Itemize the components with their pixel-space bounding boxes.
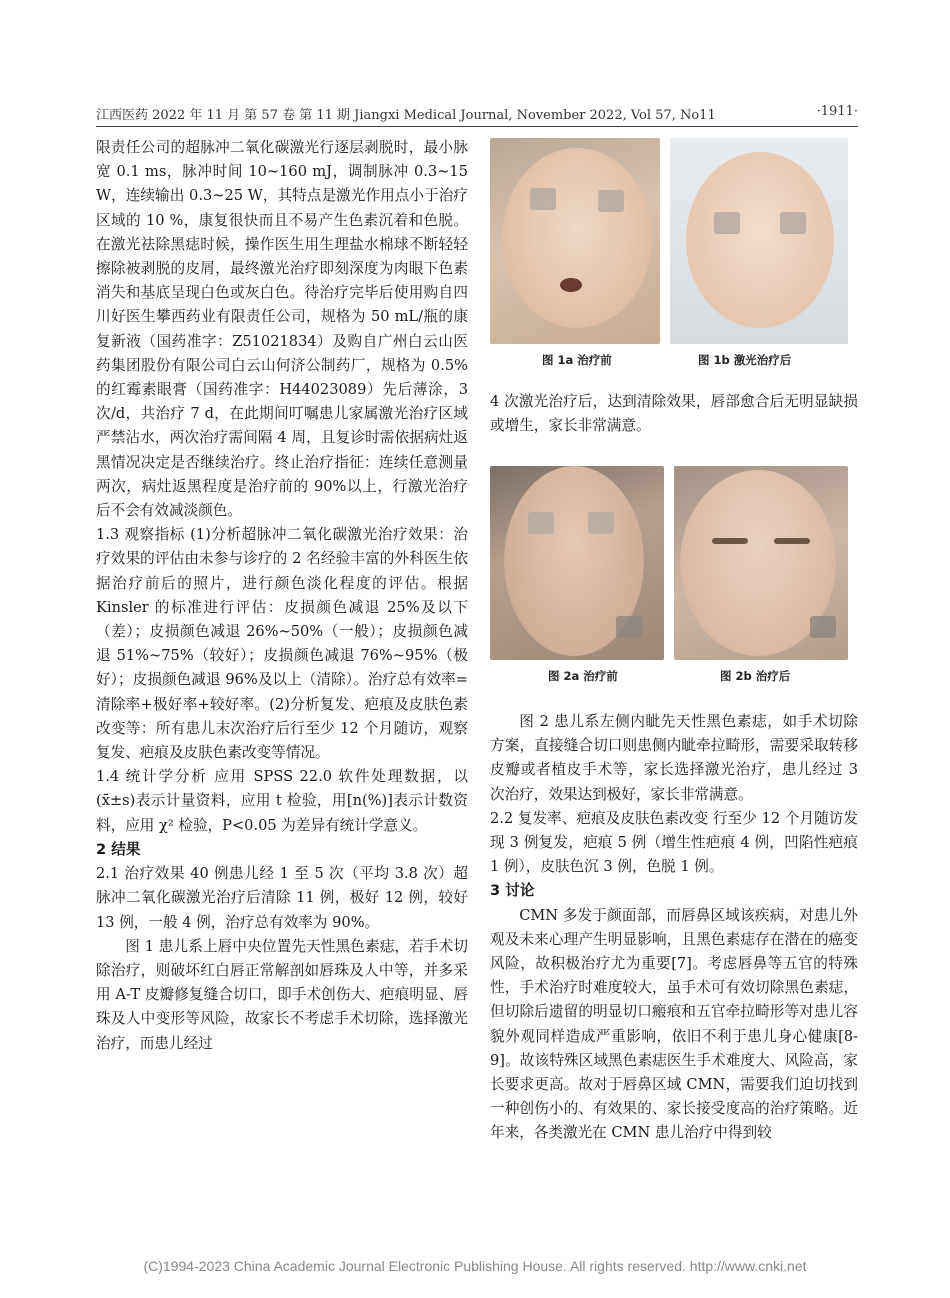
- closed-eye: [712, 538, 748, 544]
- eye-mosaic: [714, 212, 740, 234]
- paragraph-case-1-continued: 4 次激光治疗后，达到清除效果，唇部愈合后无明显缺损或增生，家长非常满意。: [490, 393, 858, 435]
- eye-mosaic: [598, 190, 624, 212]
- figure-1b-caption: 图 1b 激光治疗后: [698, 353, 792, 367]
- paragraph-discussion: CMN 多发于颜面部，而唇鼻区域该疾病，对患儿外观及未来心理产生明显影响，且黑色素痣存在潜在的癌变风险，故积极治疗尤为重要[7]。考虑唇鼻等五官的特殊性，手术治疗时难度较大，虽手术可有效切除黑色素痣，但切除后遗留的明显切口瘢痕和五官牵拉畸形等对患儿容貌外观同样造成严重影响，依旧不利于患儿身心健康[8-9]。故该特殊区域黑色素痣医生手术难度大、风险高，家长要求更高。故对于唇鼻区域 CMN，需要我们迫切找到一种创伤小的、有效果的、家长接受度高的治疗策略。近年来，各类激光在 CMN 患儿治疗中得到较: [490, 906, 858, 1142]
- figure-1a-photo: [490, 138, 660, 344]
- infant-face: [502, 148, 652, 328]
- paragraph-treatment-effect: 2.1 治疗效果 40 例患儿经 1 至 5 次（平均 3.8 次）超脉冲二氧化碳激光治疗后清除 11 例，极好 12 例，较好 13 例，一般 4 例，治疗总有效率为 90%。: [96, 865, 468, 931]
- right-column: [490, 710, 858, 1146]
- eye-mosaic: [780, 212, 806, 234]
- infant-face: [686, 152, 834, 328]
- right-continuation: [490, 390, 858, 438]
- paragraph-case-2: 图 2 患儿系左侧内眦先天性黑色素痣，如手术切除方案，直接缝合切口则患侧内眦牵拉畸形，需要采取转移皮瓣或者植皮手术等，家长选择激光治疗，患儿经过 3 次治疗，效果达到极好，家长非常满意。: [490, 713, 858, 803]
- lip-lesion: [560, 278, 582, 292]
- paragraph-statistics: 1.4 统计学分析 应用 SPSS 22.0 软件处理数据，以(x̄±s)表示计量资料，应用 t 检验，用[n(%)]表示计数资料，应用 χ² 检验，P<0.05 为差异有统计学意义。: [96, 768, 468, 834]
- paragraph-case-1: 图 1 患儿系上唇中央位置先天性黑色素痣，若手术切除治疗，则破坏红白唇正常解剖如唇珠及人中等，并多采用 A-T 皮瓣修复缝合切口，即手术创伤大、疤痕明显、唇珠及人中变形等风险，故家长不考虑手术切除，选择激光治疗，而患儿经过: [96, 937, 468, 1052]
- copyright-footer: (C)1994-2023 China Academic Journal Electronic Publishing House. All rights reserved. http://www.cnki.net: [143, 1258, 807, 1274]
- header-rule: [96, 126, 858, 127]
- paragraph-observation-index: 1.3 观察指标 (1)分析超脉冲二氧化碳激光治疗效果：治疗效果的评估由未参与诊疗的 2 名经验丰富的外科医生依据治疗前后的照片，进行颜色淡化程度的评估。根据 Kinsler 的标准进行评估：皮损颜色减退 25%及以下（差）；皮损颜色减退 26%~50%（一般）；皮损颜色减退 51%~75%（较好）；皮损颜色减退 76%~95%（极好）；皮损颜色减退 96%及以上（清除）。治疗总有效率=清除率+极好率+较好率。(2)分析复发、疤痕及皮肤色素改变等：所有患儿末次治疗后行至少 12 个月随访，观察复发、疤痕及皮肤色素改变等情况。: [96, 526, 468, 762]
- figure-2b-caption: 图 2b 治疗后: [720, 669, 791, 683]
- corner-mosaic: [616, 616, 642, 638]
- eye-mosaic: [588, 512, 614, 534]
- closed-eye: [774, 538, 810, 544]
- left-column: [96, 136, 468, 1056]
- paragraph-recurrence: 2.2 复发率、疤痕及皮肤色素改变 行至少 12 个月随访发现 3 例复发，疤痕 5 例（增生性疤痕 4 例，凹陷性疤痕 1 例），皮肤色沉 3 例，色脱 1 例。: [490, 809, 858, 876]
- figure-2: [490, 466, 858, 686]
- figure-1a-caption: 图 1a 治疗前: [542, 353, 612, 367]
- figure-1b-photo: [670, 138, 848, 344]
- running-header: [96, 104, 858, 124]
- section-heading-results: 2 结果: [96, 840, 141, 858]
- figure-2b-photo: [674, 466, 848, 660]
- figure-2a-photo: [490, 466, 664, 660]
- corner-mosaic: [810, 616, 836, 638]
- figure-1: [490, 138, 858, 370]
- eye-mosaic: [530, 188, 556, 210]
- eye-mosaic: [528, 512, 554, 534]
- figure-2a-caption: 图 2a 治疗前: [548, 669, 618, 683]
- journal-citation: 江西医药 2022 年 11 月 第 57 卷 第 11 期 Jiangxi Medical Journal, November 2022, Vol 57, No11: [96, 108, 716, 123]
- section-heading-discussion: 3 讨论: [490, 882, 535, 900]
- paragraph-laser-method: 限责任公司的超脉冲二氧化碳激光行逐层剥脱时，最小脉宽 0.1 ms，脉冲时间 10~160 mJ，调制脉冲 0.3~15 W，连续输出 0.3~25 W，其特点是激光作用点小于治疗区域的 10 %，康复很快而且不易产生色素沉着和色脱。在激光祛除黑痣时候，操作医生用生理盐水棉球不断轻轻擦除被剥脱的皮屑，最终激光治疗即刻深度为肉眼下色素消失和基底呈现白色或灰白色。待治疗完毕后使用购自四川好医生攀西药业有限责任公司，规格为 50 mL/瓶的康复新液（国药准字：Z51021834）及购自广州白云山医药集团股份有限公司白云山何济公制药厂，规格为 0.5%的红霉素眼膏（国药准字：H44023089）先后薄涂，3 次/d，共治疗 7 d，在此期间叮嘱患儿家属激光治疗区域严禁沾水，两次治疗需间隔 4 周，且复诊时需依据病灶返黑情况决定是否继续治疗。终止治疗指征：连续任意测量两次，病灶返黑程度是治疗前的 90%以上，行激光治疗后不会有效减淡颜色。: [96, 139, 468, 520]
- page-number: ·1911·: [816, 104, 858, 119]
